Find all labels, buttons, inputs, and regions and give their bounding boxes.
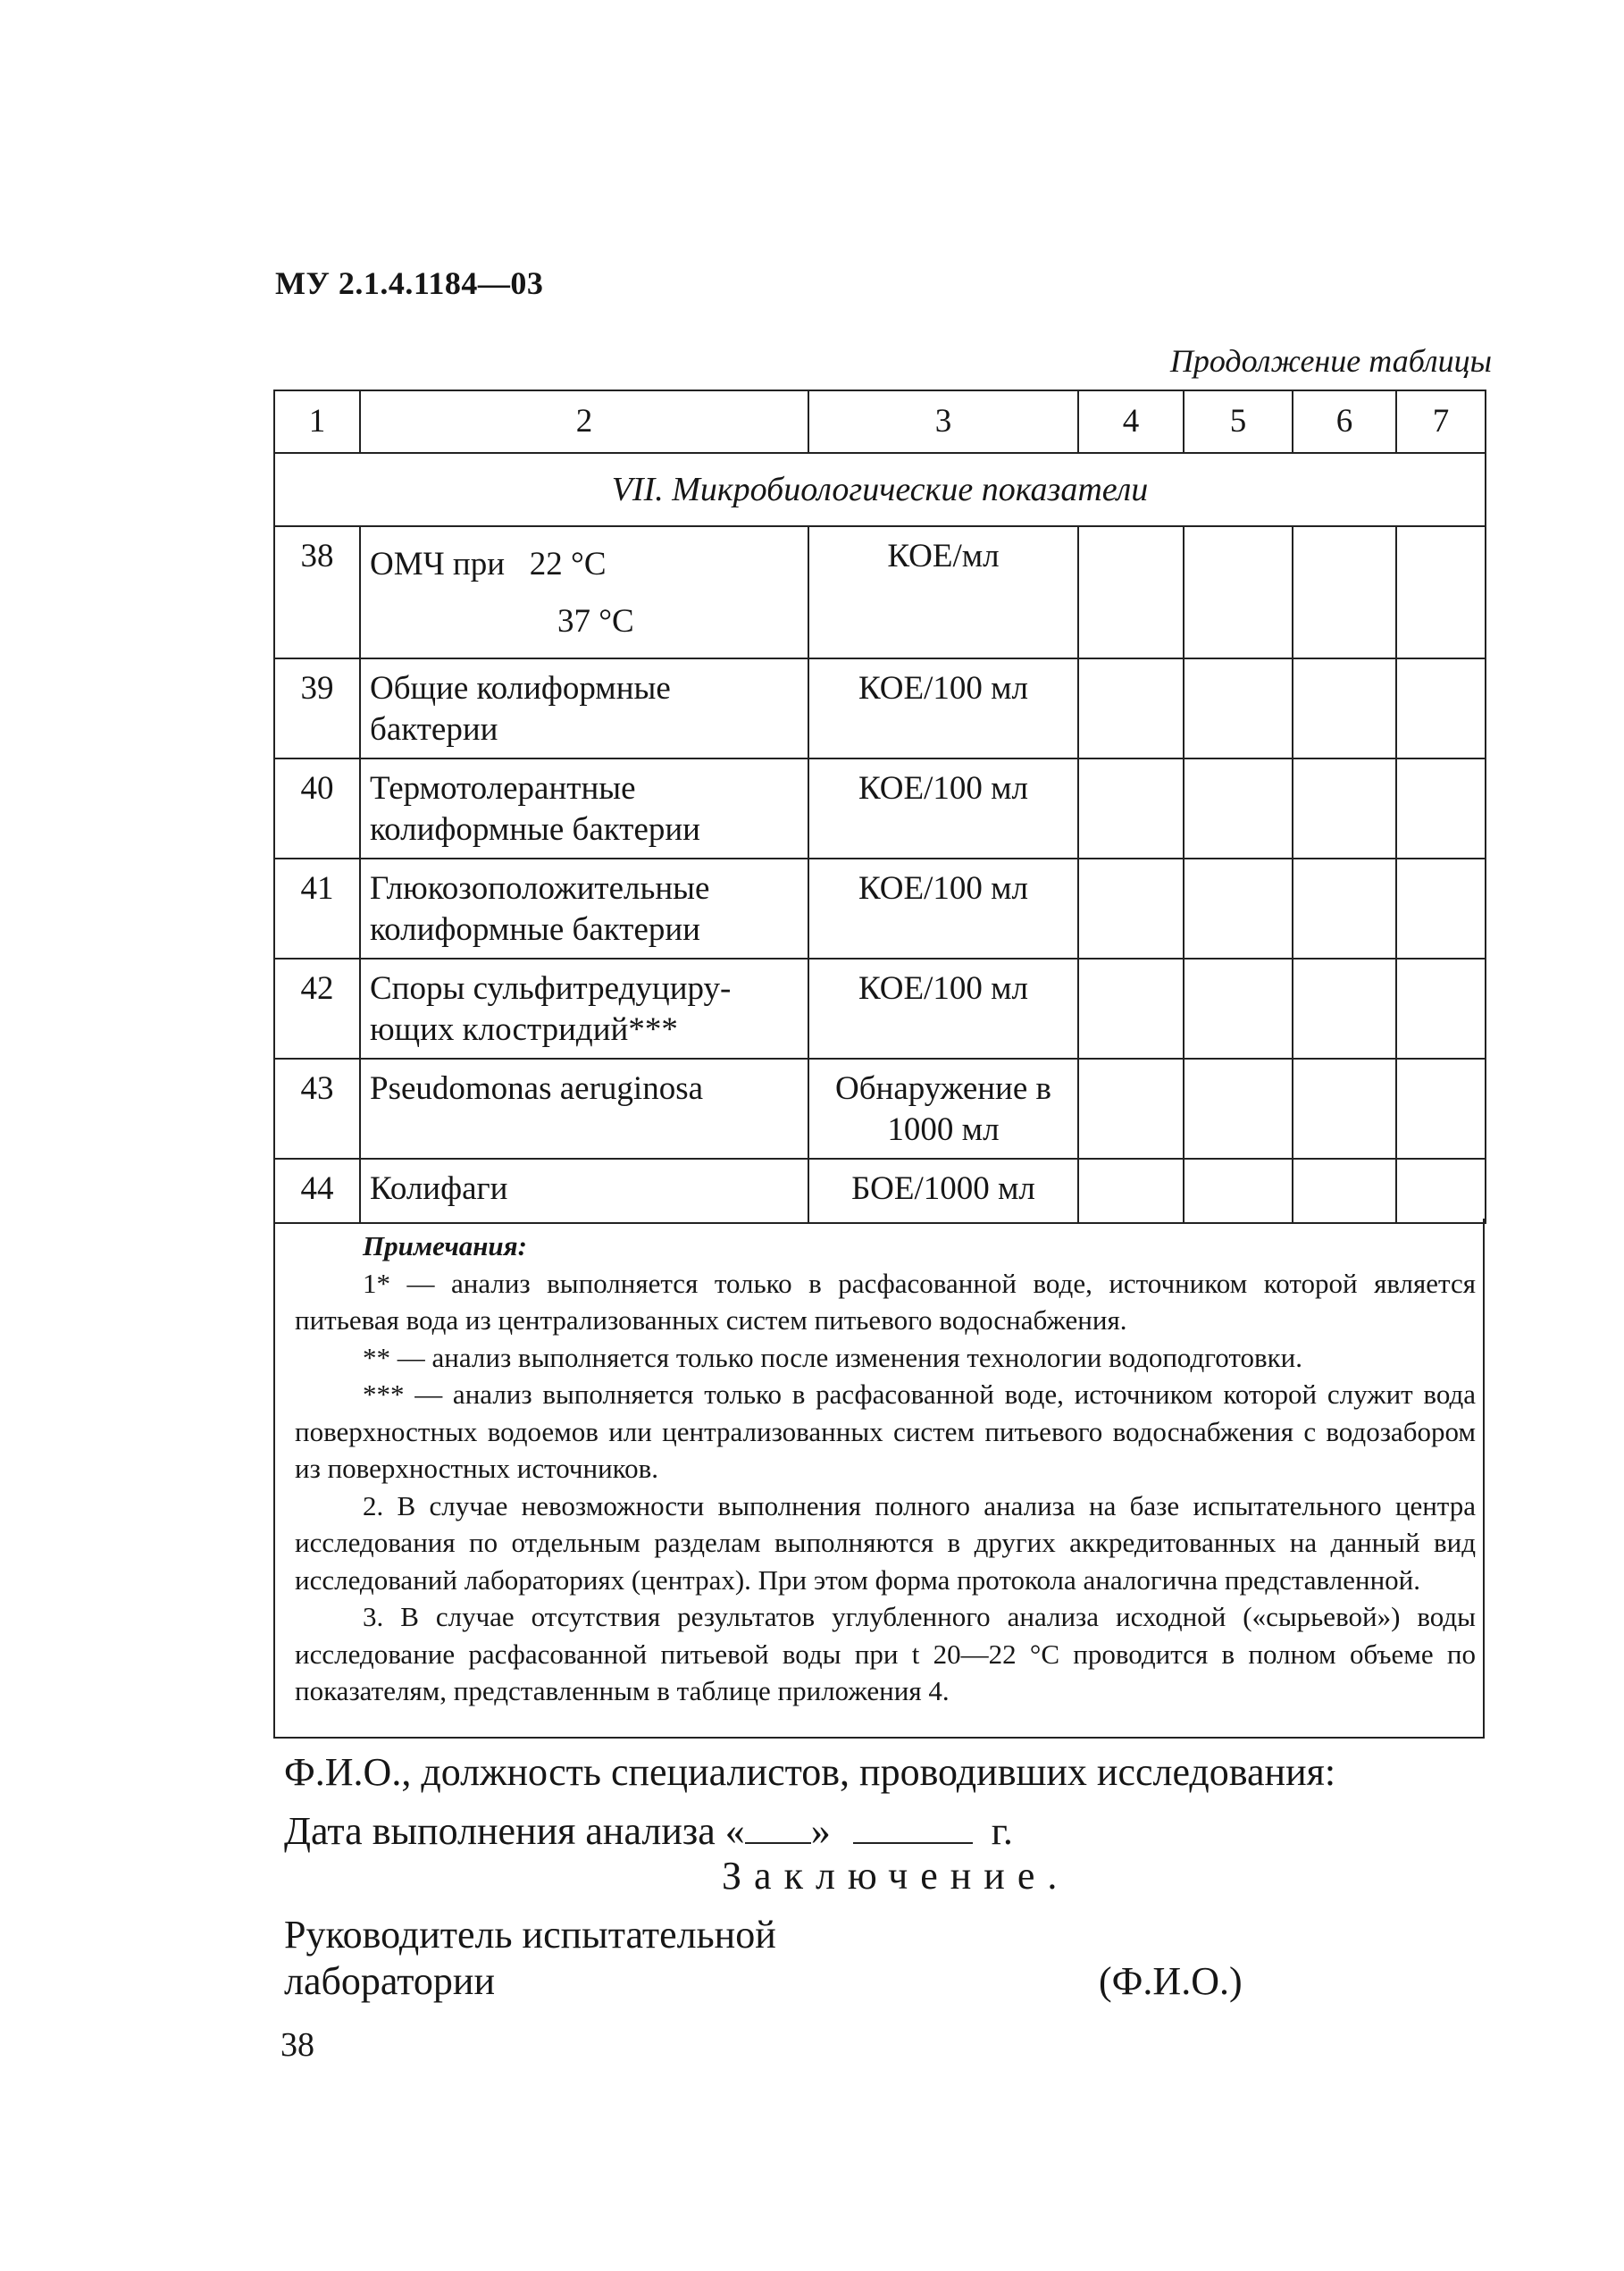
note-item: *** — анализ выполняется только в расфасованной воде, источником которой служит вода поверхностных водоемов или централизованных систем питьевого водоснабжения с водозабором из поверхностных источников. [295, 1379, 1476, 1484]
table-row [274, 1159, 1486, 1223]
row-number: 44 [274, 1159, 360, 1223]
notes-section [273, 1219, 1485, 1739]
document-code: МУ 2.1.4.1184—03 [275, 265, 544, 301]
note-item: 2. В случае невозможности выполнения полного анализа на базе испытательного центра исследования по отдельным разделам выполняются в других аккредитованных на данный вид исследований лабораториях (центрах). При этом форма протокола аналогична представленной. [295, 1489, 1476, 1596]
table-row [274, 526, 1486, 658]
note-item: ** — анализ выполняется только после изменения технологии водоподготовки. [363, 1341, 1303, 1373]
column-header: 3 [808, 390, 1078, 453]
empty-cell [1396, 526, 1486, 658]
signature-fio: (Ф.И.О.) [1099, 1959, 1243, 2003]
row-number: 40 [274, 758, 360, 859]
empty-cell [1184, 758, 1293, 859]
date-mid: » [810, 1809, 831, 1853]
conclusion-heading: Заключение. [722, 1854, 1070, 1898]
empty-cell [1396, 859, 1486, 959]
empty-cell [1078, 1159, 1184, 1223]
specialists-line: Ф.И.О., должность специалистов, проводивших исследования: [284, 1750, 1336, 1794]
row-number: 42 [274, 959, 360, 1059]
empty-cell [1396, 758, 1486, 859]
table-header-row [274, 390, 1486, 453]
empty-cell [1078, 526, 1184, 658]
empty-cell [1293, 959, 1396, 1059]
unit-of-measure: КОЕ/мл [808, 526, 1078, 658]
row-number: 39 [274, 658, 360, 758]
page-number: 38 [280, 2026, 314, 2064]
note-item: 3. В случае отсутствия результатов углубленного анализа исходной («сырьевой») воды исследование расфасованной питьевой воды при t 20—22 °С проводится в полном объеме по показателям, представленным в таблице приложения 4. [295, 1601, 1476, 1706]
analysis-date-line [284, 1808, 1013, 1854]
table-row [274, 658, 1486, 758]
empty-cell [1293, 1059, 1396, 1159]
empty-cell [1184, 1059, 1293, 1159]
indicator-name [360, 526, 808, 658]
empty-cell [1184, 1159, 1293, 1223]
empty-cell [1293, 758, 1396, 859]
indicator-name: Колифаги [360, 1159, 808, 1223]
column-header: 6 [1293, 390, 1396, 453]
notes-title: Примечания: [363, 1230, 527, 1261]
head-title-line1: Руководитель испытательной [284, 1913, 776, 1957]
month-blank[interactable] [853, 1812, 973, 1844]
section-title: VII. Микробиологические показатели [274, 453, 1486, 526]
head-title-line2: лаборатории [284, 1959, 496, 2003]
column-header: 4 [1078, 390, 1184, 453]
year-suffix: г. [991, 1809, 1013, 1853]
indicator-name: Споры сульфитредуциру-ющих клостридий*** [360, 959, 808, 1059]
row-number: 41 [274, 859, 360, 959]
unit-of-measure: КОЕ/100 мл [808, 758, 1078, 859]
indicator-name: Термотолерантные колиформные бактерии [360, 758, 808, 859]
empty-cell [1078, 758, 1184, 859]
empty-cell [1078, 959, 1184, 1059]
column-header: 7 [1396, 390, 1486, 453]
unit-of-measure: КОЕ/100 мл [808, 658, 1078, 758]
indicator-name: Глюкозоположительные колиформные бактерии [360, 859, 808, 959]
empty-cell [1184, 859, 1293, 959]
empty-cell [1293, 658, 1396, 758]
empty-cell [1293, 526, 1396, 658]
unit-of-measure: БОЕ/1000 мл [808, 1159, 1078, 1223]
empty-cell [1396, 959, 1486, 1059]
table-row [274, 959, 1486, 1059]
column-header: 1 [274, 390, 360, 453]
empty-cell [1184, 658, 1293, 758]
indicator-name: Pseudomonas aeruginosa [360, 1059, 808, 1159]
indicators-table [273, 390, 1486, 1224]
empty-cell [1078, 859, 1184, 959]
note-item: 1* — анализ выполняется только в расфасованной воде, источником которой является питьевая вода из централизованных систем питьевого водоснабжения. [295, 1267, 1476, 1336]
empty-cell [1078, 658, 1184, 758]
empty-cell [1396, 1059, 1486, 1159]
unit-of-measure: Обнаружение в 1000 мл [808, 1059, 1078, 1159]
table-continuation-label: Продолжение таблицы [1169, 343, 1492, 379]
section-row [274, 453, 1486, 526]
indicator-name-line: ОМЧ при 22 °С [370, 546, 607, 582]
column-header: 2 [360, 390, 808, 453]
empty-cell [1396, 658, 1486, 758]
unit-of-measure: КОЕ/100 мл [808, 859, 1078, 959]
empty-cell [1396, 1159, 1486, 1223]
empty-cell [1293, 859, 1396, 959]
empty-cell [1078, 1059, 1184, 1159]
table-row [274, 1059, 1486, 1159]
indicator-name-line: 37 °С [557, 603, 634, 640]
row-number: 38 [274, 526, 360, 658]
empty-cell [1184, 959, 1293, 1059]
day-blank[interactable] [745, 1812, 811, 1844]
date-label: Дата выполнения анализа « [284, 1809, 745, 1853]
unit-of-measure: КОЕ/100 мл [808, 959, 1078, 1059]
indicator-name: Общие колиформные бактерии [360, 658, 808, 758]
table-row [274, 758, 1486, 859]
empty-cell [1184, 526, 1293, 658]
row-number: 43 [274, 1059, 360, 1159]
column-header: 5 [1184, 390, 1293, 453]
empty-cell [1293, 1159, 1396, 1223]
table-row [274, 859, 1486, 959]
